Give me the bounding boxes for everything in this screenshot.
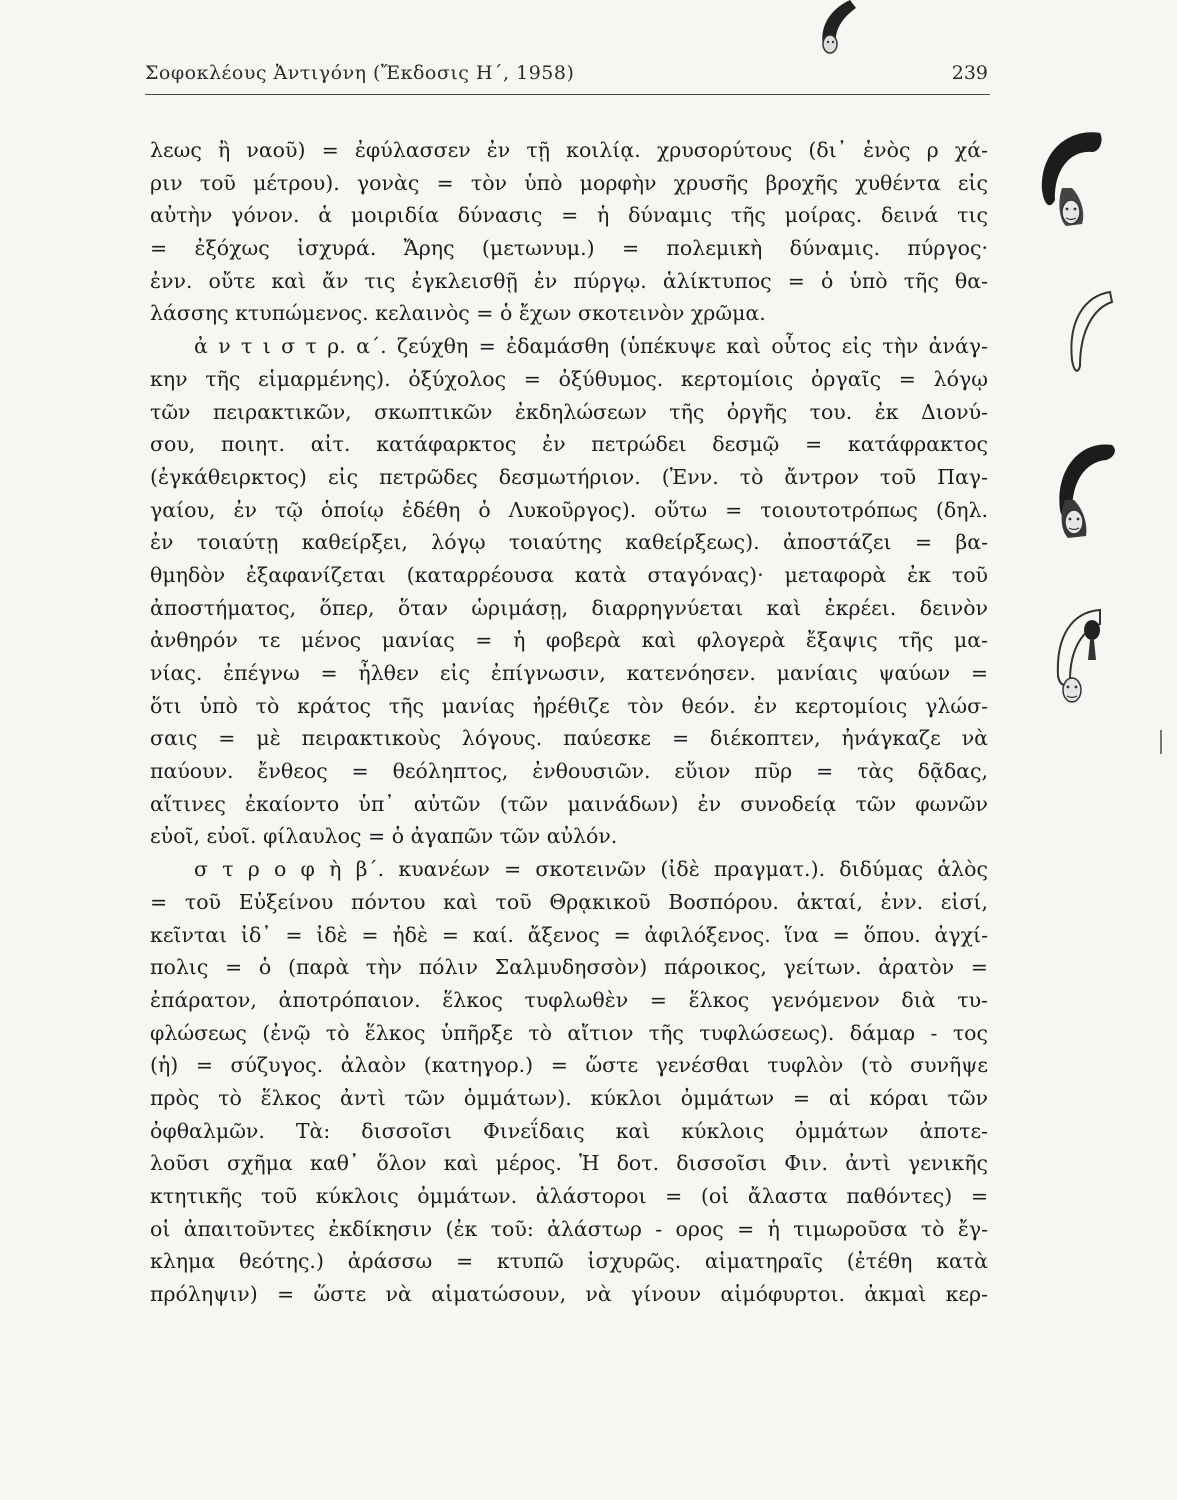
page-number: 239 — [951, 62, 988, 84]
text-line: ὀφθαλμῶν. Τὰ: δισσοῖσι Φινεΐδαις καὶ κύκλοις ὀμμάτων ἀποτε- — [150, 1118, 988, 1143]
text-line: γαίου, ἐν τῷ ὁποίῳ ἐδέθη ὁ Λυκοῦργος). οὕτω = τοιουτοτρόπως (δηλ. — [150, 497, 988, 522]
doodle-head-3 — [1058, 610, 1100, 702]
text-line: ἀποστήματος, ὅπερ, ὅταν ὡριμάσῃ, διαρρηγνύεται καὶ ἐκρέει. δεινὸν — [150, 595, 988, 620]
text-line: ἐπάρατον, ἀποτρόπαιον. ἕλκος τυφλωθὲν = ἕλκος γενόμενον διὰ τυ- — [150, 987, 988, 1012]
text-line: ὅτι ὑπὸ τὸ κράτος τῆς μανίας ἠρέθιζε τὸν θεόν. ἐν κερτομίοις γλώσ- — [150, 693, 988, 718]
text-line: τῶν πειρακτικῶν, σκωπτικῶν ἐκδηλώσεων τῆς ὀργῆς του. ἐκ Διονύ- — [150, 399, 988, 424]
text-line: σαις = μὲ πειρακτικοὺς λόγους. παύεσκε = διέκοπτεν, ἠνάγκαζε νὰ — [150, 726, 988, 751]
page-header — [145, 62, 990, 96]
text-line: πρόληψιν) = ὥστε νὰ αἱματώσουν, νὰ γίνουν αἱμόφυρτοι. ἀκμαὶ κερ- — [150, 1282, 988, 1307]
text-line: αὐτὴν γόνον. ἁ μοιριδία δύνασις = ἡ δύναμις τῆς μοίρας. δεινά τις — [150, 203, 988, 228]
text-line: πολις = ὁ (παρὰ τὴν πόλιν Σαλμυδησσὸν) πάροικος, γείτων. ἀρατὸν = — [150, 955, 988, 980]
doodle-head-top — [822, 0, 856, 53]
text-line: = τοῦ Εὐξείνου πόντου καὶ τοῦ Θρᾳκικοῦ Βοσπόρου. ἀκταί, ἐνν. εἰσί, — [150, 889, 988, 914]
text-line: (ἐγκάθειρκτος) εἰς πετρῶδες δεσμωτήριον. (Ἐνν. τὸ ἄντρον τοῦ Παγ- — [150, 464, 988, 489]
header-rule — [145, 94, 990, 95]
doodle-hook-outline — [1071, 292, 1112, 371]
text-line: ἀνθηρόν τε μένος μανίας = ἡ φοβερὰ καὶ φλογερὰ ἔξαψις τῆς μα- — [150, 628, 988, 653]
text-line: κην τῆς εἱμαρμένης). ὀξύχολος = ὀξύθυμος. κερτομίοις ὀργαῖς = λόγῳ — [150, 366, 988, 391]
section-heading-line: σ τ ρ ο φ ὴ β΄. κυανέων = σκοτεινῶν (ἰδὲ πραγματ.). διδύμας ἁλὸς — [194, 857, 988, 882]
text-line: θμηδὸν ἐξαφανίζεται (καταρρέουσα κατὰ σταγόνας)· μεταφορὰ ἐκ τοῦ — [150, 562, 988, 587]
text-line: σου, ποιητ. αἰτ. κατάφαρκτος ἐν πετρώδει δεσμῷ = κατάφρακτος — [150, 432, 988, 457]
text-line: οἱ ἀπαιτοῦντες ἐκδίκησιν (ἐκ τοῦ: ἀλάστωρ - ορος = ἡ τιμωροῦσα τὸ ἔγ- — [150, 1216, 988, 1241]
text-line: κεῖνται ἰδ᾽ = ἰδὲ = ἠδὲ = καί. ἄξενος = ἀφιλόξενος. ἵνα = ὅπου. ἀγχί- — [150, 922, 988, 947]
text-line: νίας. ἐπέγνω = ἦλθεν εἰς ἐπίγνωσιν, κατενόησεν. μανίαις ψαύων = — [150, 661, 988, 685]
text-line: ριν τοῦ μέτρου). γονὰς = τὸν ὑπὸ μορφὴν χρυσῆς βροχῆς χυθέντα εἰς — [150, 170, 988, 195]
text-line: φλώσεως (ἐνῷ τὸ ἕλκος ὑπῆρξε τὸ αἴτιον τῆς τυφλώσεως). δάμαρ - τος — [150, 1020, 988, 1045]
running-title: Σοφοκλέους Ἀντιγόνη (Ἔκδοσις Η΄, 1958) — [145, 62, 575, 84]
text-line: πρὸς τὸ ἕλκος ἀντὶ τῶν ὀμμάτων). κύκλοι ὀμμάτων = αἱ κόραι τῶν — [150, 1085, 988, 1110]
text-line: = ἐξόχως ἰσχυρά. Ἄρης (μετωνυμ.) = πολεμικὴ δύναμις. πύργος· — [150, 236, 988, 261]
text-line: (ἡ) = σύζυγος. ἀλαὸν (κατηγορ.) = ὥστε γενέσθαι τυφλὸν (τὸ συνῆψε — [150, 1053, 988, 1078]
doodle-head-2 — [1059, 444, 1115, 538]
doodle-head-1 — [1042, 132, 1102, 226]
margin-mark — [1160, 730, 1162, 754]
section-heading-line: ἀ ν τ ι σ τ ρ. α΄. ζεύχθη = ἐδαμάσθη (ὑπέκυψε καὶ οὗτος εἰς τὴν ἀνάγ- — [194, 334, 988, 359]
text-line: ἐνν. οὔτε καὶ ἄν τις ἐγκλεισθῇ ἐν πύργῳ. ἁλίκτυπος = ὁ ὑπὸ τῆς θα- — [150, 268, 988, 293]
text-line: λάσσης κτυπώμενος. κελαινὸς = ὁ ἔχων σκοτεινὸν χρῶμα. — [150, 301, 766, 326]
text-line: κτητικῆς τοῦ κύκλοις ὀμμάτων. ἀλάστοροι = (οἱ ἄλαστα παθόντες) = — [150, 1184, 988, 1208]
text-line: αἵτινες ἐκαίοντο ὑπ᾽ αὐτῶν (τῶν μαινάδων) ἐν συνοδείᾳ τῶν φωνῶν — [150, 791, 988, 816]
text-line: ἐν τοιαύτῃ καθείρξει, λόγῳ τοιαύτης καθείρξεως). ἀποστάζει = βα- — [150, 530, 988, 555]
text-line: εὐοῖ, εὐοῖ. φίλαυλος = ὁ ἀγαπῶν τῶν αὐλόν. — [150, 824, 618, 849]
text-line: κλημα θεότης.) ἀράσσω = κτυπῶ ἰσχυρῶς. αἱματηραῖς (ἐτέθη κατὰ — [150, 1249, 988, 1274]
text-line: παύουν. ἔνθεος = θεόληπτος, ἐνθουσιῶν. εὔιον πῦρ = τὰς δᾷδας, — [150, 759, 988, 784]
text-line: λεως ἢ ναοῦ) = ἐφύλασσεν ἐν τῇ κοιλίᾳ. χρυσορύτους (δι᾽ ἑνὸς ρ χά- — [150, 138, 988, 162]
commentary-text — [150, 134, 988, 1311]
text-line: λοῦσι σχῆμα καθ᾽ ὅλον καὶ μέρος. Ἡ δοτ. δισσοῖσι Φιν. ἀντὶ γενικῆς — [150, 1151, 988, 1176]
